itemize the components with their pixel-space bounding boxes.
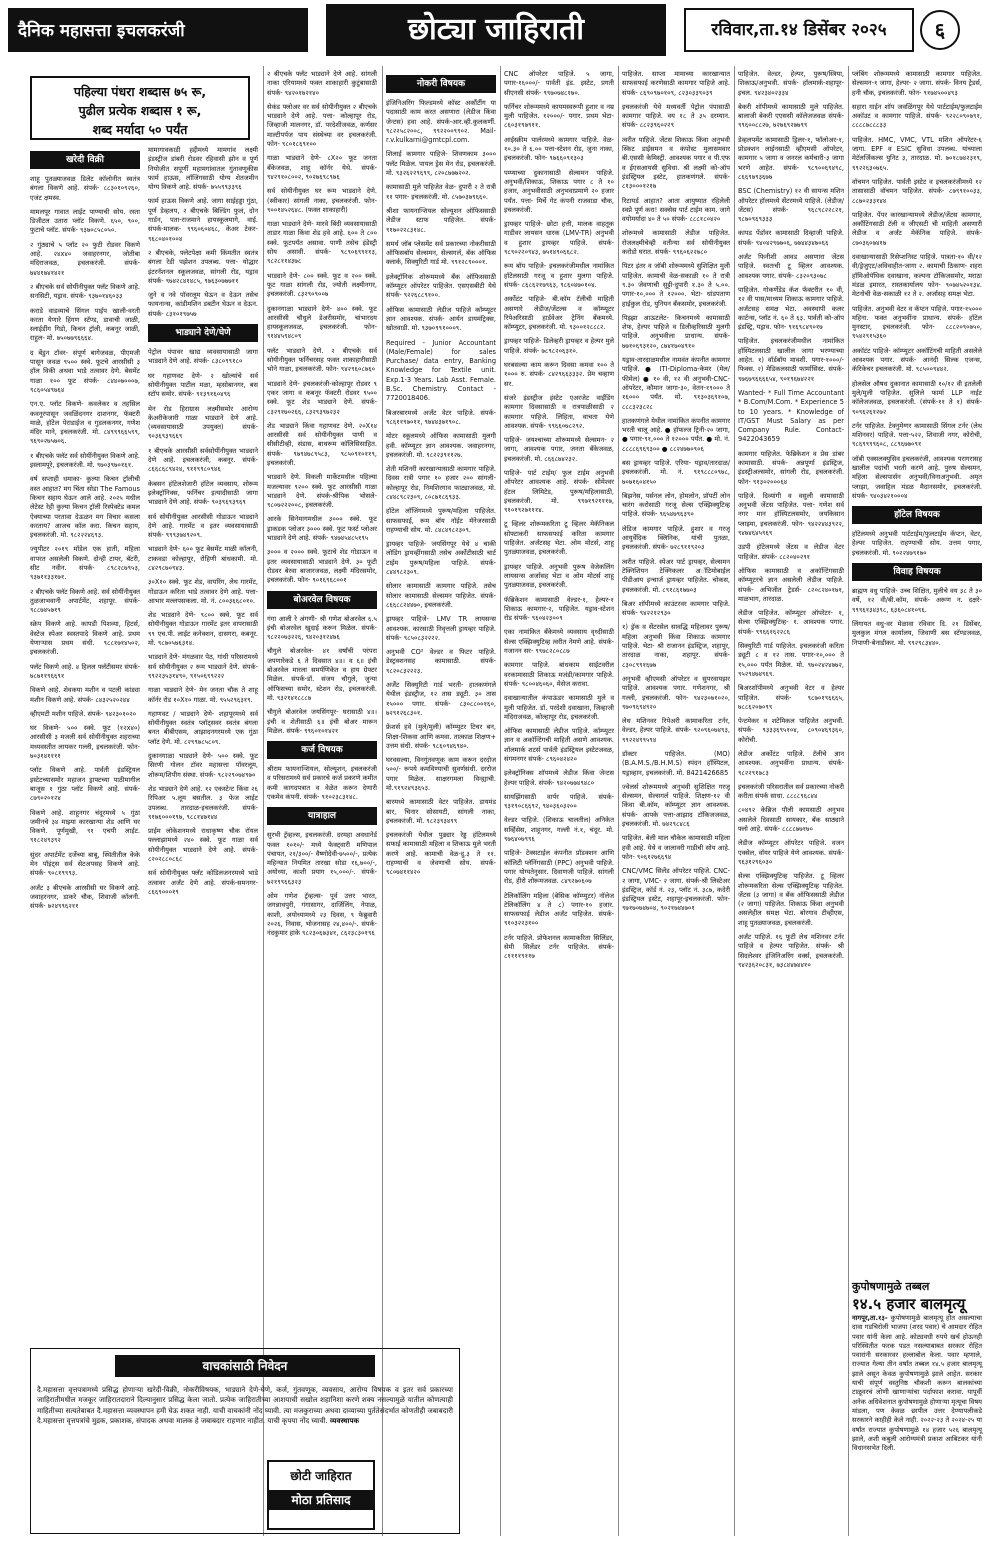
news-dateline: नागपूर,ता.१३- — [852, 1314, 888, 1322]
news-article — [852, 1280, 982, 1453]
classified-ad: अर्कोटंट पाहिजे- बी.कॉम टॅलीची माहिती असणारे लेडीज/जेंटल्स व कॉम्प्यूटर रिपेअरिसाठी हार्डवेअर ट्रेनिंग बँकमध्ये. कॉम्प्युटर, इचलकरंजी. मो. ९३००१२८८८२. — [504, 295, 614, 332]
classified-ad: Required - Junior Accountant (Male/Female) for sales Purchase/ data entry, Banking Knowledge for Textile unit. Exp.1-3 Years. Lab Asst. Female. B.Sc. Chemistry. Contact - 7720018406. — [386, 338, 496, 403]
classified-ad: पाहिजेत. साप्ता मामाच्या कारखान्यात साफसफाई करणेसाठी कामगार पाहिजे आहे. संपर्क- ८६९०९७०१०९, ८२३०३३९०३९ — [622, 70, 730, 97]
classified-ad: सेकंड फ्लोअर वर सर्व सोयीनीयुक्त २ बीएचके भाड्याने देणे आहे. पत्ता- कोल्हापूर रोड, जिव्हाजी मालनगर, डॉ. परदेशीजवळ, कर्णसर माल्टीपर्पज पाय संस्थेच्या वर इचलकरंजी. फोन- ९८०१८६९१०० — [267, 102, 377, 149]
classified-ad: प्लंबिंग शोरूममध्ये कामासाठी कामगार पाहिजेत. सेल्समन-१ जागा, हेल्पर- २ जागा. संपर्क- विनय ट्रेडर्स, हनी चौक, इचलकरंजी. फोन- ९१७४५००४९३ — [852, 70, 982, 97]
classified-ad: भाड्याने देणे. विकली मार्केटमधील पहिल्या मजल्यावर ९२०० स्क्वे. फूट आरसीसी गाळा भाड्याने देणे. संपर्क-श्रीपिक भोसले- ९८०७२२२००८, इचलकरंजी. — [267, 473, 377, 510]
classified-ad: शिलाई कामगार पाहिजे- शिवणकाम ३००० फ्लॅट मिळेल. पायल ड्रेस मेन रोड, इचलकरंजी. मो. ९३२६२२९६९९, ८२०८७७७२०२. — [386, 150, 496, 178]
news-headline-1: कुपोषणामुळे तब्बल — [852, 1280, 930, 1293]
classified-ad: अर्जंट ३ बीएचके आरसीसी घर विकणे आहे. जवाहरनगर, डाकरे चौक, शिवाजी कॉलनी. संपर्क- ७२४९९६२११ — [30, 883, 140, 911]
classified-ad: भाड्याने देणे- इचलकरंजी-कोल्हापूर रोडवर ९ एकर जागा व कबनूर फॅक्टरी रोडवर ९५०० स्क्वे. फूट शेड भाड्याने देणे. संपर्क- ८३२९१७०२६६, ८३२९३९७२३२ — [267, 379, 377, 416]
classified-ad: हॉटेलमध्ये अनुभवी पार्टटाईम/फुलटाईम कॅप्टन, वेटर, हेल्पर पाहिजेत. राहण्याची सोय. उत्तम पगार, इचलकरंजी. मो. ९०२२४७९१७० — [852, 530, 982, 557]
classified-ad: पाहिजेत. अनुभवी वेटर व कॅप्टन पाहिजे. पगार-१५००० महिना. फक्त अनुभवींना प्राधान्य. संपर्क- हॉटेल मुनस्टार, इचलकरंजी. फोन- ८८८२०९०७५०, ९५४२९१५३६० — [852, 304, 982, 341]
newspaper-brand: दैनिक महासत्ता इचलकरंजी — [8, 8, 308, 52]
ads-column-6 — [622, 70, 730, 1535]
classified-ad: आईस्क्रीम पार्लरमध्ये कामगार पाहिजे. वेळ- १०.३० ते ६.०० पत्ता-स्टेशन रोड, जुना नाका, इचलकरंजी. फोन- ९७६६०९१३०३ — [504, 135, 614, 163]
classified-ad: लेडिज कामगार पाहिजे. हुशार व गरजू आयुर्वेदिक क्लिनिक, यांची पुतळा, इचलकरंजी. संपर्क- ७२८९११९२०३ — [622, 524, 730, 552]
classified-ad: भाड्याने देणे- ८०० स्क्वे. फूट व २०० स्क्वे. फूट गाळा सांगली रोड, ज्योती लक्ष्मीनगर, इचलकरंजी. ८३२९०९००७ — [267, 271, 377, 299]
classified-ad: १) ड्रॅक व सेंटरसेल सावद्धि महिलावर पुरूष/महिला अनुभवी किंवा शिकाऊ कामगार पाहिजे. भेटा- श्री राजानन इंडस्ट्रिज, शहापूर, तारदाळ नाका, शहापूर. संपर्क- ८३०८९९१६७७ — [622, 623, 730, 669]
section-header-marriage: विवाह विषयक — [852, 563, 982, 581]
issue-date: रविवार,ता.१४ डिसेंबर २०२५ — [684, 8, 914, 52]
classified-ad: रिटायर्ड आहात? आता आयुष्यात रहिलेली स्वप्ने पूर्ण करा! सक्सेस पार्ट टाईम काम. जागे वयोमर्यादा ४० ते ५० संपर्क- ८८८१८०४२० — [622, 196, 730, 224]
readers-notice — [30, 1348, 460, 1534]
classified-ad: २ बीएचके फ्लॅट भाड्याने देणे आहे. सांगली नाका एरियामध्ये फक्त शाकाहारी कुटुंबासाठी संपर्क- ९४२०१७२१४० — [267, 70, 377, 97]
classified-ad: कराडे वाडव्याचे सिंगल पाईप खाली-वरती करता येणारे हिंगण स्टॅण्ड, डावाची जाळी, स्लाईडींग गिडो, किचन ट्रॉली, कबनूर जाळी, राहुल- मो. ७५०७७९६६६४. — [30, 306, 140, 343]
classified-ad: ओम गणेश ट्रॅव्हल्स- पूर्व उत्तर भारत, जगन्नाथपुरी, गंगासागर, दार्जिलिंग, नेपाळ, काशी, अयोध्यामध्ये २३ दिवस, ९ फेब्रुवारी २०२६, निवास, भोजनासह २४,४००/-. संपर्क-नंदकुमार हाके ९८२३०६७३४१, ८६२३८३०१९६ — [267, 892, 377, 938]
classified-ad: टू व्हिलर शोरूमकरिता टू व्हिलर मेकॅनिकल सोफ्टाकरी साफसफाई करिता कामगार पाहिजेत. अर्जंटसह भेटा. ओम मोटर्स, शाहू पुतळ्याजवळ, इचलकरंजी. — [504, 520, 614, 557]
classified-ad: जॉबी एक्सलक्युसिव इचलकरंजी, आवश्यक परागरासह खालील पदांची भरती करणे आहे. पुरुष सेल्समन, महिला सेल्सपार्सन अनुभवी/विनाअनुभवी. अमृत प्लाझा, जवाहिल मंडळ मैदानसमोर, इचलकरंजी. संपर्क- ९४०३४२१०००४ — [852, 454, 982, 500]
classified-ad: अनुभवी CO² वेल्डर व फिटर पाहिजे. डेस्ट्रक्शनसह कामासाठी. संपर्क- ९८२०८३२२२३. — [386, 648, 496, 675]
classified-ad: हॉटेल लॉजिंगमध्ये पुरूष/महिला पाहिजेत. साफसफाई, रूम बॉय नॉईट मॅनेजरसाठी राहण्याची सोय. मो. ८४८४९८२३०९. — [386, 507, 496, 534]
classified-ad: संजरे इंडस्ट्रीज इंस्टेट एअरजेट वाईंडिंग कामगार दिवसासाठी व रात्रपाळीसाठी २ कामगार पाहिजे. लिहिता, वाचता येणे आवश्यक. संपर्क- ९९६६०७८२९२. — [504, 393, 614, 430]
classified-ad: शेड भाड्याने देणे आहे. १२ एकस्टेन्ट किंवा २६ रिपिअर ५.लूम बसतील. ३ फेज लाईट उपलब्ध. तारदाळ-इचलकरंजी. संपर्क- ९१७६०००१९७, ९८८१४७१४४ — [148, 784, 258, 821]
column-divider — [382, 66, 383, 1536]
classified-ad: स्क्रेप विकणे आहे. कापडी पिशव्या, हिटर्स, वेस्टेज स्पेअर स्वस्तपादे विकणे आहे. प्रथम येणाऱ्यास प्रथम संधी. ९८८१७१४५०२, इचलकरंजी. — [30, 620, 140, 657]
masthead — [8, 4, 984, 56]
classified-ad: प्लॉट विकणे आहे. पार्वती इंडस्ट्रियल इस्टेटच्यासमोर महाजन ड्राफ्टच्या पाठीमागील बाजूस १ गुंठा प्लॉट विकणे आहे. संपर्क- ८७९०२०१२४ — [30, 766, 140, 803]
classified-ad: २ बीएचके फ्लॅट विकणे आहे. सर्व सोयींनीयुक्त तुळजाभवानी अपार्टमेंट, शहापूर. संपर्क- ९८८७४५७१९ — [30, 587, 140, 615]
classified-ad: पाहिजे- टेक्सटाईल कंपनीत प्रॉडक्शन आणि कॉलिटी प्लॅनिंगसाठी (PPC) अनुभवी पाहिजे. पगार योग्यतेनुसार. दिवाणजी पाहिजे. सांगली रोड, हीरो शोरूमजवळ. ८४९२७०६०७ — [504, 849, 614, 886]
ads-column-8 — [852, 70, 982, 1275]
column-divider — [618, 66, 619, 1536]
classified-ad: लेडीज पाहिजेत. कॉम्प्यूटर ऑपरेटर- १, सेल्स एक्झिक्युटिव्ह- १. आवश्यक पगार. संपर्क- ९९६६१६२२८६ — [738, 609, 844, 636]
rate-line-2: पुढील प्रत्येक शब्दास १ रू, — [78, 103, 202, 118]
classified-ad: प्राईम लोकेशनमध्ये राधाकृष्ण चौक रॉयल फ्ल्लाझामध्ये २४० स्क्वे. फूट गाळा सर्व सोयीनीयुक्त भाड्याने देणे आहे. संपर्क- ८२०२८८०८६८ — [148, 827, 258, 863]
promo-box — [267, 1460, 375, 1530]
classified-ad: समर्थ जॉब प्लेसमेंट सर्व प्रकारच्या नोकरीसाठी ऑफिसबॉय सेल्समन, सेल्सगर्ल, बॅक ऑफिस क्लार्क, सिक्युरिटी गार्ड मो. ९९१२८९०००१. — [386, 239, 496, 267]
classified-ad: टर्नर पाहिजेत. टेक्नुमेग्गर कामासाठी सिंगल टर्नर (लेथ मशिनवर) पाहिजे. पत्ता-५२२, शिवाजी नगर, कोरोची, ९८६९९९९६०८, ८८९६७७०९१ — [852, 421, 982, 449]
section-header-hotel: हॉटेल विषयक — [852, 506, 982, 524]
rate-line-3: शब्द मर्यादा ५० पर्यंत — [92, 122, 188, 137]
classified-ad: घर विकणे- ५०० स्क्वे. फूट (१२x४०) आरसीसी ३ मजली सर्व सोयींनीयुक्त शहराच्या मध्यवस्तीत लायकर गल्ली, इचलकरंजी. फोन- ७०३१४११११ — [30, 724, 140, 761]
classified-ad: गाळा भाड्याने देणे- मेन जनता चौक ते शाहू कॉर्नर रोड १०X१० गाळा. मो. ९५५२९६३१९. — [148, 686, 258, 704]
classified-ad: सुंदर अपार्टमेंट दर्जेच्या बाबू, स्थितीतील केके मेन पॉइंट्स सर्व सेटअपसह विकणे आहे. संपर्क- ९०८१९९९३. — [30, 850, 140, 878]
column-divider — [848, 66, 849, 1536]
ads-column-1 — [30, 146, 140, 1342]
classified-ad: कापड पेंडॉवर कामासाठी दिव्हाजी पाहिजे. संपर्क- ९४०४२९७७०६, ७७४४३४७०६६ — [738, 229, 844, 247]
classified-ad: दवाखान्यासाठी रिसेप्शनिस्ट पाहिजे. पात्रता-१० वी/१२ वी/ड्रेजुएट/अविवाहीत-जागा २. कामाची ठिकाण- शहरा हॉमिओपॅथिक दवाखाना, कल्पना टॉकिजसमोर, मराठा मंडळ इमारत, रास्तकार्यालय फोन- ९०७४५२०१३४. मेटनोची वेळ-सकाळी १२ ते २. अर्जासह समक्ष भेटा. — [852, 253, 982, 299]
classified-ad: उडपी हॉटेलमध्ये जेंटस व लेडीज वेटर पाहिजेत. संपर्क- ८८२०४०२९१ — [738, 543, 844, 561]
classified-ad: द बेंडुन टॉवर- संपूर्ण बागेजवळ, पीएमजी पासून जवळ ९५०० स्क्वे. फूटचे आरसीसी ३ हॉल विकी अथवा भाडे तत्वावर देणे. बेसमेंट गाळा १०० फूट संपर्क- ८४४०७०००७, ९८६०५४९७६४ — [30, 348, 140, 394]
ads-column-4 — [386, 70, 496, 1535]
classified-ad: सोलार कामासाठी कामगार पाहिजे. तसेच सोलार कामासाठी सेल्समन पाहिजेत. संपर्क- ८६६८८२४४७०, इचलकरंजी. — [386, 582, 496, 609]
classified-ad: पाहिजेत. बेली माल चौकेल कामासाठी महिला हवी आहे. येथे व जालावरी गाडीची सोय आहे. फोन- ९०६१२७६६९४ — [622, 834, 730, 861]
classified-ad: हातकणंगले येथील नामांकित कंपनीत कामगार भरती चालू आहे. ● हॉफल्ज ट्रिनी-२० जागा, ● पगार-९१,००० ते १२००० पर्यंत. ● मो. नं. ८८८८६९६९३०० ● ८८२४७७०९०६ — [622, 416, 730, 453]
classified-ad: इलेक्ट्रॉनिक शोरूममध्ये बँक ऑफिससाठी कॉम्प्यूटर ऑपरेटर पाहिजेत. एसएसबीटी येथे संपर्क- ९२२६८८९१००. — [386, 272, 496, 300]
classified-ad: इचलकरंजी येथील पुढ्यार रेड्ड हॉटेलमध्ये सफाई कामासाठी महिला व शिकाऊ मुले भरती करणे आहे. कामाची वेळ-दु.३ ते ११. राहण्याची व जेवणाची सोय. संपर्क- ९८०७४११४२० — [386, 831, 496, 877]
rate-line-1: पहिल्या पंधरा शब्दास ७५ रू, — [73, 84, 207, 99]
classified-ad: मामागावकाडी हद्दीमध्ये मामगांव लक्ष्मी इंडस्ट्रीज डांबरी रोडवर रहिवासी झोन व पूर्ण नियोजीत सपूर्णी महामगांवातल गुंतावणूकीस फार्म हाऊस, लॉजिंगसाठी योग्य शेतजमीन योग्य विकणे आहे. संपर्क- ७५५९९३३९६ — [148, 146, 258, 192]
ads-column-7 — [738, 70, 844, 1535]
classified-ad: ऑफिस कामासाठी लेडीज पाहिजे. कॉम्प्युटर ज्ञान व अकॉन्टिंगची माहिती असणे आवश्यक. शॉलमार्क शटर्स पार्वती इंडस्ट्रियल इस्टेटजवळ, संगमनगर संपर्क- ८९६०४२४२० — [504, 727, 614, 763]
classified-ad: डॉक्टर पाहिजेत. (MO) (B.A.M.S./B.H.M.S) स्पंदन हॉस्पिटल, यड्राव्हान, इचलकरंजी. मो. 8421426685 — [622, 750, 730, 777]
classified-ad: फ्लॅट भाड्याने देणे. २ बीएचके सर्व सोयीनीयुक्त फर्निचरसह फक्त शाकाहारीसाठी भोने गाळा, इचलकरंजी. फोन- ९४२९६०८७६० — [267, 346, 377, 374]
classified-ad: शाहू पुतळ्याजवळ डिलेट कॉलोनीत स्वतंत्र बंगला विकणे आहे. संपर्क- ८८३०१०९२६०, एजंट क्षमस्व. — [30, 175, 140, 202]
classified-ad: कामगार पाहिजेत. फेब्रिकेशन व प्रेस डांबर कामासाठी. संपर्क- अन्नपूर्णा इंडस्ट्रिज, इंडस्ट्रीअल्समोर, सांगली रोड, इचलकरंजी. फोन- ९१३०२०००६४ — [738, 449, 844, 486]
classified-ad: CNC/VMC सिलेंड ऑपरेटर पाहिजे. CNC- २ जागा, VMC- २ जागा. संपर्क-श्री लिस्टेअर इंडस्ट्रिज, कॉर्ड नं. २३, प्लॉट नं. ३८७, कदेरी इंडस्ट्रियल इस्टेट, शहापूर-इचलकरंजी. फोन- ९७१७०७४७०४, ९०२१७४४७०१ — [622, 867, 730, 913]
classified-ad: कामासाठी मुले पाहिजेत वेळ- दुपारी २ ते रात्री ११ पगार- इचलकरंजी. मो. ८५७०३७९६६०. — [386, 183, 496, 201]
classified-ad: २ गुंठ्याचे ५ प्लॉट २० फुटी रोडवर विकणे आहे. २४x४० जवाहरनगर, जोतीबा मंदिराजवळ, इचलकरंजी. संपर्क- ७४४१७४१४२१ — [30, 240, 140, 277]
classified-ad: अर्जंट पाहिजे. १६ फूटी लेथ मशिनवर टर्नर पाहिजे व हेल्पर पाहिजेत. संपर्क- श्री सिदलेश्वर इंजिनिअरिंग वर्क्स, इचलकरंजी. ९४२३६२०८३१, ७३८४४७४४१० — [738, 933, 844, 969]
classified-ad: टर्नर पाहिजे. प्रोफेशनल कामाकरिता सिलिंडर, सेमी सिलेंडर टर्नर पाहिजेत. संपर्क- ८११११९११७ — [504, 933, 614, 961]
classified-ad: विकणे आहे. शेवकया मशीन व पटली कांड्या मशीन विकणे आहे. संपर्क- ८४३२५२०२४४ — [30, 686, 140, 704]
classified-ad: घरबसल्या काम करून दिवसा कमवा १०० ते १००० रु. संपर्क- ८४२९६६३३३२. प्रेम चव्हाण सर. — [504, 361, 614, 388]
section-header: बोअरवेल विषयक — [267, 591, 377, 609]
notice-sign: व्यवस्थापक — [330, 1416, 359, 1426]
classified-ad: बिअरशॉपीमध्ये अनुभवी वेटर व हेल्पर पाहिजेत. संपर्क- ९८७०१९६६६५, ७८८६२०७०९९ — [738, 684, 844, 711]
notice-text: दै.महासत्ता वृत्तपत्रामध्ये प्रसिद्ध होणाऱ्या खरेदी-विक्री, नोकरीविषयक, भाड्याने देणे-घेणे, कर्ज, गुंतवणूक, व्यवसाय, आरोग्य विषयक व इतर सर्व प्रकारच्या जाहिरातीमधील मजकूर जाहिरातदाराने दिल्यानुसार प्रसिद्ध केला जातो. प्रत्येक जाहिरातीच्या आशयाची सखोल शहानिशा करणे शक्य नसल्यामुळे यातील कोणत्याही माहितीच्या सत्यतेबाबत दै.महासत्ता व्यवस्थापन हमी घेऊ शकत नाही. याची वाचकांनी नोंद घ्यावी. त्या मजकुराच्या अथवा दाव्याच्या पुर्ततेसंदर्भात कोणतीही जबाबदारी दै.महासत्ता वृत्तपत्रांचे मुद्रक, प्रकाशक, संपादक अथवा मालक हे जबाबदार राहणार नाहीत. याची कृपया नोंद घ्यावी. — [37, 1385, 453, 1426]
classified-ad: ज्वेलर्स शोरूममध्ये अनुभवी सुशिक्षित गरजू सेल्समन, सेल्सगर्ल पाहिजे. शिक्षण-१२ वी किंवा बी.कॉम, कॉम्प्यूटर ज्ञान आवश्यक. संपर्क- आपके पत्ता-आझाद टॉकिजजवळ, इचलकरंजी. मो. ७४२९८४८६ — [622, 782, 730, 829]
classified-ad: शोरूमध्ये कामासाठी लेडीज पाहिजेत. रोजलक्ष्मीचेव्ही वतीन्या सर्व सोयीनीयुक्त करोडो घरात. संपर्क- ९९६०६२२७८० — [622, 229, 730, 257]
ad-rate-box — [30, 76, 250, 140]
classified-ad: श्रीशा फायनान्शियल सोल्यूशन ऑफिससाठी लेडीज स्टाफ पाहिजेत. संपर्क- ९१७०२२८३१४८. — [386, 206, 496, 234]
classified-ad: सहारा गाईन शॉप जवळिंगपूर येथे पार्टटाईम/फुलटाईम अकॉउट व कामगार पाहिजे. संपर्क- ९२२८०९०७९१, ८८८८७८८८३३ — [852, 102, 982, 130]
classified-ad: सेल्स एक्झिक्युटिव्ह पाहिजेत. टू व्हिलर शोरूमकरिता सेल्स एक्झिक्युटिव्ह पाहिजेत. जेंटस (३ जागा) व बँक ऑफिससाठी लेडीज (२ जागा) पाहिजेत. शिकाऊ किंवा अनुभवी असलेहील समक्ष भेटा. बोरगाव टीव्हीएस, शाहू पुतळ्याजवळ, इचलकरंजी. — [738, 872, 844, 927]
classified-ad: लिंगायत वधु-वर मेळावा रविवार दि. २१ डिसेंबर, मुलकुल मंगल कार्यालय, जिवाणी बस स्टॅण्डजवळ, निपाणी-बेनाडीकर. मो. ९९२९८३४४०. — [852, 619, 982, 647]
classified-ad: डेव्हलपमेंट कामासाठी ड्रिलर-१, फॉलोअर-१, प्रोडक्शन लाईनसाठी व्हीएमसी ऑपरेटर, कामगार ५ जागा व जनरल कर्मचारी-३ जागा भरणे आहेत. संपर्क- ९८९००६९४९८, ८६६९७९३६७७ — [738, 135, 844, 181]
classified-ad: गाळा भाड्याने देणे- मारवे बिंदी व्यवसायासाठी ताडार गाळा किंवा शेड हवे आहे. ६०० ते ८०० स्क्वे. फूटपर्यंत असावा. पाणी तसेच इंडेस्ट्री सोय असावी. संपर्क- ९८९०६९९११३, ९८२८११४३७८ — [267, 220, 377, 266]
classified-ad: ३००० व २००० स्क्वे. फूटाचे शेड गोडाऊन व इतर व्यवसायासाठी भाड्याने देणे. ३० फूटी रोडवर बेरवा बाजारजवळ, लक्ष्मी मंदिरसमोर, इचलकरंजी. फोन- ९०१६९६८००१ — [267, 548, 377, 585]
classified-ad: भाड्याने देणे- ६०० फूट बेसमेंट माळी कॉलनी, टाकवडा कोल्हापूर, रोहिणी बांधकामी. मो. ८४२९८७०९४३. — [148, 545, 258, 572]
classified-ad: लेथ मशिनवर रिपेअरी कामाकरिता टर्नर, वेल्डर, हेल्पर पाहिजे. संपर्क- ९२०९६०७४९३, ९९२२४९९५९४ — [622, 717, 730, 744]
column-divider — [500, 66, 501, 1536]
classified-ad: २ बीएचके सर्व सोयींनीयुक्त फ्लॅट विकणे आहे. सनसिटी, यड्राव. संपर्क- ९३७०१४६०३३ — [30, 282, 140, 301]
classified-ad: वेल्डर पाहिजे. (शिकाऊ चालतील) अनिकेत सर्व्हिसेस, शाहूनगर, गल्ली नं.१, चंदूर. मो. ९७६४०७९९६ — [504, 816, 614, 844]
classified-ad: शेती मशिनरी कारखान्यासाठी कामगार पाहिजे. दिवस रात्री पगार १० हजार २०० सांगली- कोल्हापूर रोड, निमशिरगाव फाट्याजवळ, मो. ८४४८९८२३०९, ८०८७१८६९३३. — [386, 465, 496, 501]
classified-ad: केबसन हॉटेलशेजारी हॉटेल व्यवसाय, शोरूम इलेक्ट्रॉनिक्स, फर्निचर इत्यादीसाठी जागा भाड्याने देणे आहे. संपर्क- ९०३९६९३९६९ — [148, 479, 258, 507]
classified-ad: फर्निचर शोरूममध्ये कायमस्वरूपी हुशार व नम्र मुली पाहिजेत. १२०००/- पगार. प्रथम भेटा- ८६०३१९७९११. — [504, 102, 614, 130]
classified-ad: ज्युपीटर २०१९ मॉडेल एक हाती, महिला वापरत असलेली विकणे. दोन्ही टायर, बॅटरी, सीट नवीन. संपर्क- ८९८२८७९५३, ९३७११३३१७१. — [30, 545, 140, 582]
classified-ad: इचलकरंजी परिसरातील सर्व प्रकारच्या नोकरी करीता संपर्क साधा. ८८८८९६८४४ — [738, 782, 844, 801]
classified-ad: एका नामांकित बँकेमध्ये व्यवसाय वृध्दीसाठी सेल्स एक्झिक्युटिव्ह त्वरीत नेमणे आहे. संपर्क-गजानन सर- ९९७८२८०८८७ — [504, 628, 614, 656]
column-divider — [263, 66, 264, 1536]
classified-ad: सर्व सोयीनीयुक्त आरसीसी गोडाऊन भाड्याने देणे आहे. गारमेंट व इतर व्यवसायासाठी संपर्क- ९९९३७४९२०९. — [148, 512, 258, 540]
classified-ad: दुकानगाळा भाड्याने देणे- ५०० स्क्वे. फूट सिरणी गोलन टॉवर महासत्ता पॉवरलूम, शोरूम/शिपीग संस्था. संपर्क- ९८२२९०७४९७० — [148, 752, 258, 779]
classified-ad: पाहिजेत. गोकर्णेडेड कॅश फॅक्टरीत १० वी, १२ वी पास/माध्यम शिकाऊ कामगार पाहिजे. अर्जंटसह समक्ष भेटा. अवस्थापी कलर कार्टन्स, प्लॉट नं. ६० ते ६३. पार्वती को-ऑप इंडस्ट्रि, यड्राव. फोन- ९१६९८४९०१७ — [738, 285, 844, 332]
classified-ad: घरवसल्या, विनगुंतवणूक काम करून दरदोज ५००/- रूपये कमविण्याची सुवर्णसंधी. दररोज पगार मिळेल. साक्षरगमला विन्ह्याची. मो.९१९२४९३६५३. — [386, 756, 496, 792]
classified-ad: सायझिंगसाठी वार्पर पाहिजे. संपर्क- ९३१९०८६६९२, ९४०३६०३२०० — [504, 792, 614, 811]
classified-ad: पाहिजे. दिव्यांगी व वसुली कामासाठी अनुभवी जेंटस पाहिजेत. पत्ता- गणेश सर्व नगर मान हॉस्पिटलसमोर, जयकिसान प्लाझ्या, इचलकरंजी. फोन- ९४२२४४३९२२, ९४७४६४५९६९ — [738, 491, 844, 538]
classified-ad: दुकानगाळा भाड्याने देणे- ४०० स्क्वे. फूट आरसीसी चौधुले डेअरीसमोर, चांभारदय हायस्कूलजवळ, इचलकरंजी. फोन- ९१४४५९४८०९ — [267, 304, 377, 341]
classified-ad: अर्जेंट सिक्युरिटी गार्ड भरती- हातकणंगले येथील इंडस्ट्रीज, १२ तास ड्यूटी. ३० तास १५००० पगार. संपर्क- ८३०८८००१६०, ७२९१२६८३०१. — [386, 681, 496, 717]
classified-ad: त्वरीत पाहिजे. जेंटस शिकाऊ किंवा अनुभवी स्किट डाईसमन व कंपोस्ट मुलासमवार बी.एससी केमिस्ट्री. आवश्यक पगार व पी.एफ व ईएसआयसी सुविधा. श्री लक्ष्मी को-ऑप इंडस्ट्रियल इस्टेट, हातकणंगले. संपर्क- ८१३०००१२१७ — [622, 135, 730, 191]
classified-ad: फॅब्रिकेशन कामासाठी वेल्डर-१, हेल्पर-१ शिकाऊ कामगार-२, पाहिजेत. यड्राव-स्टेशन रोड संपर्क- ९६०४२३००९ — [504, 595, 614, 623]
column-divider — [734, 66, 735, 1536]
classified-ad: बस ड्रायव्हर पाहिजे. एरिया- यड्राव/तारदाळ/इचलकरंजी. मो. नं. ९१९८८८०९७८, ७०७१६०४१५० — [622, 458, 730, 486]
classified-ad: अनुभवी व्हीएमसी ऑपरेटर व सुपरवायझर पाहिजे. आवश्यक पगार. गणेशनगर, श्री गल्ली, इचलकरंजी. फोन- ९४२३०७१०२०, ९७०९६९४९२० — [622, 674, 730, 711]
classified-ad: एन.ए. प्लॉट विकणे- कवलेकर व तहसिल कवनूरपासून जवळिंदनगर दाशनगर, फॅक्टरी माळे, हॉटेल पेराडाईज व गुडलकनगर, गणेश मंदिर माने, इचलकरंजी. मो. ८४९९९६६५९९, ९६९०२७५७०६. — [30, 400, 140, 446]
classified-ad: ३०X१० स्क्वे. फूट शेड, वायरिंग, लेथ गारमेंट, गोडाऊन करिता भाडे तत्वावर देणे आहे. पत्ता- आभार मल्लपसकला. मो. नं. ८००३६६८०१०. — [148, 578, 258, 605]
classified-ad: चौगुले बोअरवेल जयसिंगपूर- घरासाठी ४॥। इंची व शेतीसाठी ६॥ इंची बोअर मारून मिळेल. संपर्क- ९९६०१०१४२१ — [267, 708, 377, 735]
classified-ad: मामलपूर गावात लाईट पाण्याची सोय. रस्ता डिजीटल उतारा प्लॉट विकणे. ६५०, ९००, फुटाचे प्लॉट. संपर्क- ९३७०८५८०५०. — [30, 207, 140, 235]
classified-ad: बिअर शॉपीमध्ये काउंटरवर कामगार पाहिजे. संपर्क- ९४२२१२९३० — [622, 599, 730, 618]
classified-ad: ड्रायव्हर पाहिजे. अनुभवी पुरूष वेजेकलिंग लायसन्स अर्जासह भेटा व ओम मोटर्स शाहू पुतळ्याजवळ, इचलकरंजी. — [504, 562, 614, 590]
classified-ad: BSC (Chemistry) १२ वी सायन्स मशिन ऑपरेटर हॉलमध्ये सेंटरमध्ये पाहिजे. (लेडीज/जेंटस) संपर्क- ९६८९८२२८२१, ९८७०९६९३३३ — [738, 187, 844, 224]
classified-ad: २ बीएचके, फ्लेटपेक्षा कमी किंमतीत स्वतंत्र बंगला रेडी पझेशन उपलब्ध. पत्ता- योद्धार इंटरनॅशनल स्कूलजवळ, सांगली रोड, यड्राव संपर्क- ९७४२८४१४८५, ९७६३०७७७११ — [148, 248, 258, 285]
ads-column-2 — [148, 146, 258, 1342]
section-header-buy-sell: खरेदी विक्री — [30, 151, 140, 169]
classified-ad: ड्रायव्हर पाहिजे- जयसिंगपूर येथे ४ चाकी लोडिंग ड्रायव्हींगसाठी तसेच अर्कोटीसाठी चार्ट टाईम पुरूष/महिला पाहिजे. संपर्क- ८४४९८२३०९. — [386, 540, 496, 577]
classified-ad: दवाखान्यातील कंपाऊंडर कामासाठी मुले व मुली पाहिजेत. डॉ. परदेशी दवाखाना, जिव्हाजी मंदिराजवळ, कोल्हापूर रोड, इचलकरंजी. — [504, 694, 614, 721]
classified-ad: होलसेल औषध दुकानात कामासाठी १०/१२ वी इतलेली मुले/मुली पाहिजेत. सुलिले फार्मा LLP नाईट कॉलेजजवळ, इचलकरंजी. (संपर्क-११ ते १) संपर्क- ९०९६२६१२७२ — [852, 379, 982, 416]
classified-ad: वर्ष सप्ताही धमाका- कुल्या किचन ट्रॉलीची वस्त आहात? मग चिंता सोडा The Famous किचन सहाय घेऊन आले आहे. २०२५ मधील लेटेस्ट रेही कुल्या किचन ट्रॉली रिस्पेक्टेड कमल ऐक्याच्या परतावा देऊळन मग विचार कसला करताय? आजच कॉल करा. किचन सहाय, इचलकरंजी. मो. ९८२२२४६९३. — [30, 475, 140, 540]
classified-ad: पाहिजेत. इचलकरंजीमधील नामांकित हॉस्पिटलसाठी खालील जागा भरण्याच्या आहेत. १) वॉर्डबॉय मावशी. पगार-१०००/- फिक्स. २) मेडिकलसाठी फार्मासिस्ट. संपर्क- ९७६७९६६६६५४, ९०१९६७४२२१ — [738, 337, 844, 383]
classified-ad: सर्व सोयीनीयुक्त घर रूम भाड्याने देणे. (स्वीकार) सांगली नाका, इचलकरंजी. फोन- ९००१४५२६४८. (फक्त शाकाहारी) — [267, 187, 377, 214]
classified-ad: मेन रोड हिराग्रास लक्ष्मीसमोर आरोग्य केअरीकेजारी गाळा भाड्याने देणे आहे. (व्यवसायासाठी उपयुक्त) संपर्क- ९०३६९३९६६९ — [148, 404, 258, 441]
classified-ad: सिक्युरिटी गार्ड पाहिजेत. इचलकरंजी करिता ड्यूटी ८ व १२ तास. पगार-१०,००० ते १५,००० पर्यंत मिळेल. मो. ९७०२४२४७७२, ९५२९४७४९६९. — [738, 642, 844, 678]
classified-ad: पिटर इंतर व जॉबी शोरूममध्ये सुशिक्षित मुली पाहिजेत. कामाची वेळ-सकाळी १० ते रात्री ९.३० जेवणाची सुट्टी-दुपारी १.३० ते ५.००. पगार-१०,००० ते १२०००. भेटा- धांडपताण हाईकुल रोड, युनियन बँकसमोर, इचलकरंजी. — [622, 262, 730, 308]
classified-ad: बेकरी शॉपीमध्ये कामासाठी मुले पाहिजेत. बालाजी बेकरी एएससी कॉलेजजवळ संपर्क- ९९६००८८२७, ७२७६९२७७९९ — [738, 102, 844, 130]
classified-ad: लेडीज अर्कोटंट पाहिजे. टॅलीचे ज्ञान आवश्यक. अनुभवींना प्राधान्य. संपर्क- ९८२२९१७८३ — [738, 750, 844, 777]
classified-ad: Wanted- * Full Time Accountant * B.Com/M.Com. * Experience 5 to 10 years. * Knowledge of IT/GST Must Salary as per Company Rule. Contact-9422043659 — [738, 388, 844, 444]
classified-ad: पिझ्झा आऊटलेट- किचनमध्ये कामासाठी शेफ, हेल्पर पाहिजे व डिलीव्हरिसाठी मुलगी पाहिजे. अनुभवीला प्राधान्य. संपर्क- ७७१०६९३१२०, ८७४१७०४९१० — [622, 313, 730, 350]
classified-ad: रूम बॉय पाहिजे- इचलकरंजीमधील नामांकित हॉटेलसाठी गरजू व हुशार मुलगा पाहिजे. संपर्क- ८६८६२१७९६३, ९८६०४७०१०४. — [504, 262, 614, 289]
classified-ad: १ बीएचके आरसीसी सर्वसोयींनीयुक्त भाड्याने देणे आहे. इचलकरंजी, कबनूर. संपर्क- ८६६८६८९४२४, ९११९९८०९४६ — [148, 446, 258, 474]
classified-ad: ड्रायव्हर पाहिजे- LMV TR लायसन्स आवश्यक. कारसाठी निवृत्तली ड्रायव्हर पाहिजे. संपर्क- ९८५०८३२२२२. — [386, 615, 496, 642]
classified-ad: कामगार पाहिजे. बांधकाम साईटवरील वरकामासाठी शिकाऊ मजंडी/कामगार पाहिजे. संपर्क- ९८००४६०६०, मेसेज करावा. — [504, 661, 614, 688]
classified-ad: पाहिजेत. पेंपर कारखान्यामध्ये लेडीज/जेंटस कामगार, अकौंटिंगसाठी टॅली व जीएसटी ची माहिती असणारी लेडीज व अर्जंट मेकॅनिक पाहिजे. संपर्क- ८७०३६०७४१७ — [852, 210, 982, 247]
classified-ad: ऑफिस कामासाठी व अकॉन्टिंगसाठी कॉम्प्यूटरचे ज्ञान असलेली लेडीज पाहिजे. संपर्क- अभिजीत ट्रेडर्स- ८२०८२४०१७१, माळभाग, तारदाळ. — [738, 566, 844, 603]
classified-ad: ऑफिस कामासाठी लेडीज पाहिजे कॉम्प्यूटर ज्ञान आवश्यक. संपर्क- आर्यन डायमंट्रिक्स, खोतवाडी. मो. ९३७०९९१०००९. — [386, 305, 496, 333]
section-title: छोट्या जाहिराती — [326, 4, 666, 56]
classified-ad: अर्जंट फिनीशी आवड असणारा जेंटस पाहिजे. स्वतःची टू व्हिलर आवश्यक. आवश्यक पगार. संपर्क- ८३२०९३०७८ — [738, 253, 844, 280]
classified-ad: फार्म हाऊस विकणे आहे. जागा साईहड्डा गुंठा, पूर्ण डेव्हलप, २ बीएचके बिल्डिंग फुलं, दोन गार्डन, पता-राजमाने हायस्कूलमागे, वाई. संपर्क-मालक- ९९६०६०४६८, केअर टेकर- ९६८०४०१००४ — [148, 197, 258, 243]
classified-ad: पाहिजे- जयश्चाच्या शोरूममध्ये सेल्समन- २ जागा, आवश्यक पगार, जनता बँकेजवळ, इचलकरंजी. मो. ८६६८७४२३२. — [504, 436, 614, 463]
ads-column-5 — [504, 70, 614, 1535]
section-header-jobs: नोकरी विषयक — [386, 75, 496, 93]
classified-ad: आरके सिनेमागमधील ३००० स्क्वे. फूट ड्राकडक प्लोअर ३००० स्क्वे. फूट फर्स्ट प्लोअर भाड्याने देणे आहे. संपर्क- ९४७४५४८५१९५ — [267, 515, 377, 543]
classified-ad: गहाणवट / भाड्याने देणे- शहापूरमध्ये सर्व सोयीनीयुक्त स्वतंत्र प्लॉट्सवर स्वतंत्र बंगला बनत बीबीएसम, आझादनगरमध्ये एक गुंठा प्लॉट देणे. मो. ८२९९७८५८०९. — [148, 709, 258, 746]
promo-line-2: मोठा प्रतिसाद — [269, 1490, 373, 1510]
classified-ad: घर गहाणवट देणे- २ खोल्यांचे सर्व सोयीनीयुक्त पाटील मळा, म्हसोबानगर, बस स्टॉप समोर. संपर्क- ९१३९१६०४९६ — [148, 371, 258, 399]
notice-title: वाचकांसाठी निवेदन — [115, 1355, 375, 1377]
classified-ad: पेट्रोल पंपावर खाद्य व्यवसायासाठी जागा भाड्याने देणे आहे. संपर्क- ८३८०९९१८० — [148, 348, 258, 366]
page-number: ६ — [920, 10, 960, 50]
classified-ad: ड्रायव्हर पाहिजे- छोटा हत्ती, मालक वाहतूक गाडीवर लायसन धारक (LMV-TR) अनुभवी व हुशार ड्रायव्हर पाहिजे. संपर्क- ९८९०२२०९४३, ७५१४९०६६८२. — [504, 220, 614, 257]
classified-ad: ८०४९२ केब्रिज पौली कामसाठी अनुभव असलेले दिवसाठी सायकार, बँक साठ्याने फ्लो आहे. संपर्क- ८८८८७७१७० — [738, 806, 844, 834]
classified-ad: पाहिजेत. वेल्डर, हेल्पर, पुरूष/स्त्रिया, शिकाऊ/अनुभवी. संपर्क- हॉलमार्क-शहापूर-इचल. ९४२३४०२३३४ — [738, 70, 844, 97]
classified-ad: बिझनेस, पर्सनल लोन, होमलोन, प्रॉपर्टी लोन चारंग करोसाठी गरजू सेल्स एक्झिक्युटिव्ह पाहिजे. संपर्क- ९६५४७९६३९० — [622, 491, 730, 519]
classified-ad: ब्राह्मण वधु पाहिजे- उच्च शिक्षित, मुलीचे वय ३८ ते ३० वर्षे, १२ वी/बी.कॉम, संपर्क- अरूण न. दक्षरे- ९९९६१३४३९८, ६३६०८४१०९६. — [852, 587, 982, 614]
classified-ad: मोटर स्कूलमध्ये ऑफिस कामासाठी मुलगी हवी. कॉम्प्यूटर ज्ञान आवश्यक. जवाहरनगर, इचलकरंजी. मो. ९८२२३९११२७. — [386, 432, 496, 459]
classified-ad: पम्प्याच्या दुकानासाठी सेल्समन पाहिजे. अनुभवी/शिकाऊ, शिकाऊ पगार ८ ते १० हजार, अनुभवीसाठी अनुभवाप्रमाणे २० हजार पर्यंत. पत्ता- मिर्चे गेट कंपनी राजवाडा चौक, इचलकरंजी. — [504, 168, 614, 214]
classified-ad: गाळा भाड्याने देणे- ८X२० फूट जनता बँकेजवळ, शाहू कॉर्नर येथे. संपर्क- ९४२९१०८००२, ९०२७६९८९७६ — [267, 154, 377, 181]
classified-ad: अकॉटंट पाहिजे- कॉम्प्युटर अकॉटिंगची माहिती असलेले आवश्यक पगार. संपर्क- आनंदी सिल्क एजन्स, कॅरिकेचर इचलकरंजी. मो. ९८५००९४४२. — [852, 346, 982, 374]
classified-ad: यड्राव-तारदाळमधील नामवंत कंपनीत कामगार पाहिजे. ● ITI-Diploma-केमर (मेल/फीमेल) ● १० वी, १२ वी अनुभवी-CNC-ऑपरेटर, कौमान जागा-३०, वेतन-१९००० ते १६००० पर्यंत. मो. ९१३०३६९१०७, ८८८३२३८२८ — [622, 356, 730, 411]
classified-ad: भाड्याने देणे- मंगळवार पेठ, गांधी परिसरामध्ये सर्व सोयीनीयुक्त २ रूम भाड्याने देणे. संपर्क- ९९२२३५३१४९०, ९१५०६९९२२२ — [148, 653, 258, 680]
classified-ad: CNC ऑपरेटर पाहिजे. ५ जागा, पगार-१६०००/- पार्वती इंड. इस्टेट, प्रगती सीएनसी संपर्क- ९९७०७४८१७०. — [504, 70, 614, 97]
classified-ad: सर्व सोयीनीयुक्त फ्लॅट कोडिलजनरमध्ये भाडे तत्वावर अर्जंट देणे आहे. संपर्क-समनगर- ८६६९०००१९ — [148, 869, 258, 896]
classified-ad: बारमध्ये कामासाठी वेटर पाहिजेत. डायमंड बार, चिनार सोसायटी, सांगली नाका, इचलकरंजी. मो. ९८२३९३४९९ — [386, 798, 496, 825]
classified-ad: गंगा आली रे अंगणी- श्री गणेश बोअरवेल ६.५ इंची बोअरवेल खुदाई करून मिळेल. संपर्क- ९८२२०७३२२६, ९४२०३१२४७६ — [267, 614, 377, 642]
classified-ad: वॉचमन पाहिजेत. पार्वती इस्टेट व इचलकरंजीमध्ये १२ तासासाठी वॉचमन पाहिजेत. संपर्क- ८७९९१००३३, ८८७०२३३१४४ — [852, 177, 982, 205]
classified-ad: इचलकरंजी येथे मध्यवर्ती पेट्रोल पंपासाठी कामगार पाहिजे. वय १८ ते ३५ दरम्यान. संपर्क- ८८२३९६०२२९ — [622, 102, 730, 130]
classified-ad: बिअरबारमध्ये अर्जंट वेटर पाहिजे. संपर्क- ९८६११९७०११, ९७४४३७१९०८. — [386, 408, 496, 426]
classified-ad: पेन्टमेकर व शटेमिकल पाहिजेत अनुभवी. संपर्क- ९३३३६९५१०४, ८०९०४६९३६०, कोरोची. — [738, 717, 844, 744]
classified-ad: शेड भाड्याने किंवा गहाणवट देणे. २०X१४ आरसीसी सर्व सोयीनीयुक्त पाणी व सीसीटीव्ही, संडास, बाथरूम कॉलिसिसाहित. संपर्क- ९७९४७८९५८३, ९८५०९१०११९, इचलकरंजी. — [267, 421, 377, 467]
classified-ad: इंजिनिअरिंग फिल्डमध्ये कॉस्ट अकौंटींग या पदासाठी काम करत असणारा (लेडीज किंवा जेन्टस) हवा आहे. संपर्क-आर.व्ही.कुलकर्णी. ९८२२५८२००८, ९९२२००९९०२. Mail-r.v.kulkarni@gmtcpl.com. — [386, 99, 496, 145]
classified-ad: सुरभी ट्रॅव्हल्स, इचलकरंजी. दरमहा अवधानेर्ड फक्त १०१०/- मध्ये फेक्ट्वारी मणिपाल पंचायत, २१/३००/- वैष्णोदेवी-७५००/-, प्रत्येक महिन्यात नियमित तारखा सोडा १६,७००/-, अयोध्या, काशी प्रयाग १५,०००/-. संपर्क- ७२१९९६६३२३ — [267, 831, 377, 886]
classified-ad: १ बीएचके फ्लॅट सर्व सोयींनीयुक्त विकणे आहे. इस्लामपूरे, इचलकरंजी. मो. ९७०३९७०१६१. — [30, 451, 140, 470]
classified-ad: लेडीज कॉम्प्यूटर ऑपरेटर पाहिजे. वजन एक्सेल, वॉयर पाहिजे येणे आवश्यक. संपर्क- ९६३१२९६०३० — [738, 839, 844, 866]
news-headline-2: १४.५ हजार बालमृत्यू — [852, 1295, 966, 1313]
classified-ad: टेलिकॉलिंग महिला (बेसिक कॉम्प्युटर) नॉलेज टेलिकॉलिंग ४ ते ८) पगार-१० हजार. साफसफाई लेडीज अर्जंट पाहिजेत. संपर्क- ९१०३२२३१०० — [504, 891, 614, 928]
ads-column-3 — [267, 70, 377, 1455]
classified-ad: फ्लॅट विकणे आहे. ४ हिलल फ्लॅटीसमर संपर्क- ७८७११९६६९१ — [30, 662, 140, 680]
section-header: भाड्याने देणे/घेणे — [148, 324, 258, 342]
classified-ad: पाहिजेत. HMC, VMC, VTL मशिन ऑपरेटर-६ जागा. EPF व ESIC सुविधा उपलब्ध. यांच्याला मेटॅलर्जिकल्स युनिट ३, तारदाळ. मो. ७०१८७४२३१९, ९९२२६३०७६५. — [852, 135, 982, 172]
news-body: कुपोषणामुळे बालमृत्यू होत असल्याचा दावा गडचिरोली भाजपा (शरद पवार) चे आमदार रोहित पवार यांनी केला आहे. कोट्यवधी रुपये खर्च होऊनही परिस्थितीत फरक पडत नसल्याबाबत सरकार रोहित पवारांनी सरकारवर हल्लाबोल केला. पवार म्हणाले, राज्यात गेल्या तीन वर्षांत तब्बल १४.५ हजार बालमृत्यू झाले असून केवळ कुपोषणामुळे झाले आहेत. सरकार याची संपूर्ण वस्तुनिष्ठ चौकशी करून बालकांच्या टाळूवरचं लोणी खाणाऱ्यांचा पर्दाफाश करावा. यापूर्वी अनेक अधिवेशनात कुपोषणामुळे होणाऱ्या मृत्यूचा विषय मांडला, पण केवळ छापील उत्तर देण्यापलीकडे सरकारने काहीही केले नाही. २०२२-२३ ते २०२४-२५ या वर्षांत राज्यात कुपोषणामुळे १४ हजार ५२६ बालमृत्यू झाले, अशी कबुली आरोग्यमंत्री प्रकाश आबिटकर यांनी विधानसभेत दिली. — [852, 1314, 982, 1453]
classified-ad: व्हीएमटी मशीन पाहिजे. संपर्क- ९४२३०१०२० — [30, 709, 137, 718]
classified-ad: चौगुले बोअरवेल- ४१ वर्षांची परंपरा जपणारेकडे ६ ते दिवसात ४॥। व ६॥ इंची बोअरवेल मारला समर्पणिकेत व हाय ग्रेफ्टर मिळेल. संपर्क-डॉ. संजय चौगुले, जुन्या ऑफिसच्या समोर, स्टेशन रोड, इचलकरंजी. मो. ९३२१४१८८८७ — [267, 647, 377, 702]
classified-ad: शेड भाड्याने देणे- ९८०० स्क्वे. फूट सर्व सोयीनीयुक्त गोडाऊन गारमेंट इतर वापरासाठी ९९ एच.पी. लाईट कनेक्शन, दासगरा, कबनूर. मो. ९८७०५७६३१४. — [148, 611, 258, 648]
promo-line-1: छोटी जाहिरात — [290, 1469, 352, 1483]
section-header: यात्राहाल — [267, 807, 377, 825]
classified-ad: फ्रेशर्स हवे (मुले/मुली) कॉम्प्युटर टिचर बन, शिक्षा-शिकवा आणि कमवा. तात्काळ शिक्षण+ उत्तम संधी. संपर्क- ९८६०९४६९४०. — [386, 723, 496, 750]
classified-ad: इलेक्ट्रॉनिक्स शॉपमध्ये लेडीज किंवा जेन्टस हेल्पर पाहिजे. संपर्क- ९४२०७७४९४८० — [504, 769, 614, 787]
classified-ad: ड्रायव्हर पाहिजे- डिलेव्हरी ड्रायव्हर व हेल्पर मुले पाहिजे. संपर्क- ७८९८२०६३१०. — [504, 337, 614, 355]
classified-ad: पाहिजे- पार्ट टाईम/ फुल टाईम अनुभवी ऑपरेटर आवश्यक आहे. संपर्क- सोमेश्वर हॅटल लिमिटेड, पुरूष/महिलासाठी, इचलकरंजी. मो. ९९७१९२१११७, ९१०१९२७१११४. — [504, 468, 614, 515]
classified-ad: विकणे आहे. शाहूनगर चंदूरमध्ये ५ गुंठा जमीनचे ३४ माझ्या कारखान्या शेड आणि घर विकणे. पूर्णमुखी, ९१ एचपी लाईट. ९१८२४९३९२ — [30, 808, 140, 845]
classified-ad: श्रीराम फायनान्शियल, सोल्यूशन, इचलकरंजी व परिसरामध्ये सर्व प्रकारचे कर्ज प्रकरणे कमीत कमी कागदपत्रात व वेळेत करून देणारी एकमेव कंपनी. संपर्क- ९१०२३८३१४८. — [267, 765, 377, 801]
classified-ad: त्वरीत पाहिजे. स्पेअर पार्ट ड्रायव्हर, सेल्समन टेक्निशियन टेक्निकलर अॉटिमोबाईल पीडीआय इन्चार्ज ड्रायव्हर पाहिजेत. चोकस, इचलकरंजी. मो. ८९१८६१७७०३ — [622, 557, 730, 594]
section-header: कर्ज विषयक — [267, 741, 377, 759]
classified-ad: जुने व नवे पॉवरलूम घेऊन व देऊन तसेच फायनान्स, कांडीमशिन डबटीन घेऊन व देऊन. संपर्क- ८३१०१९७५७ — [148, 291, 258, 318]
